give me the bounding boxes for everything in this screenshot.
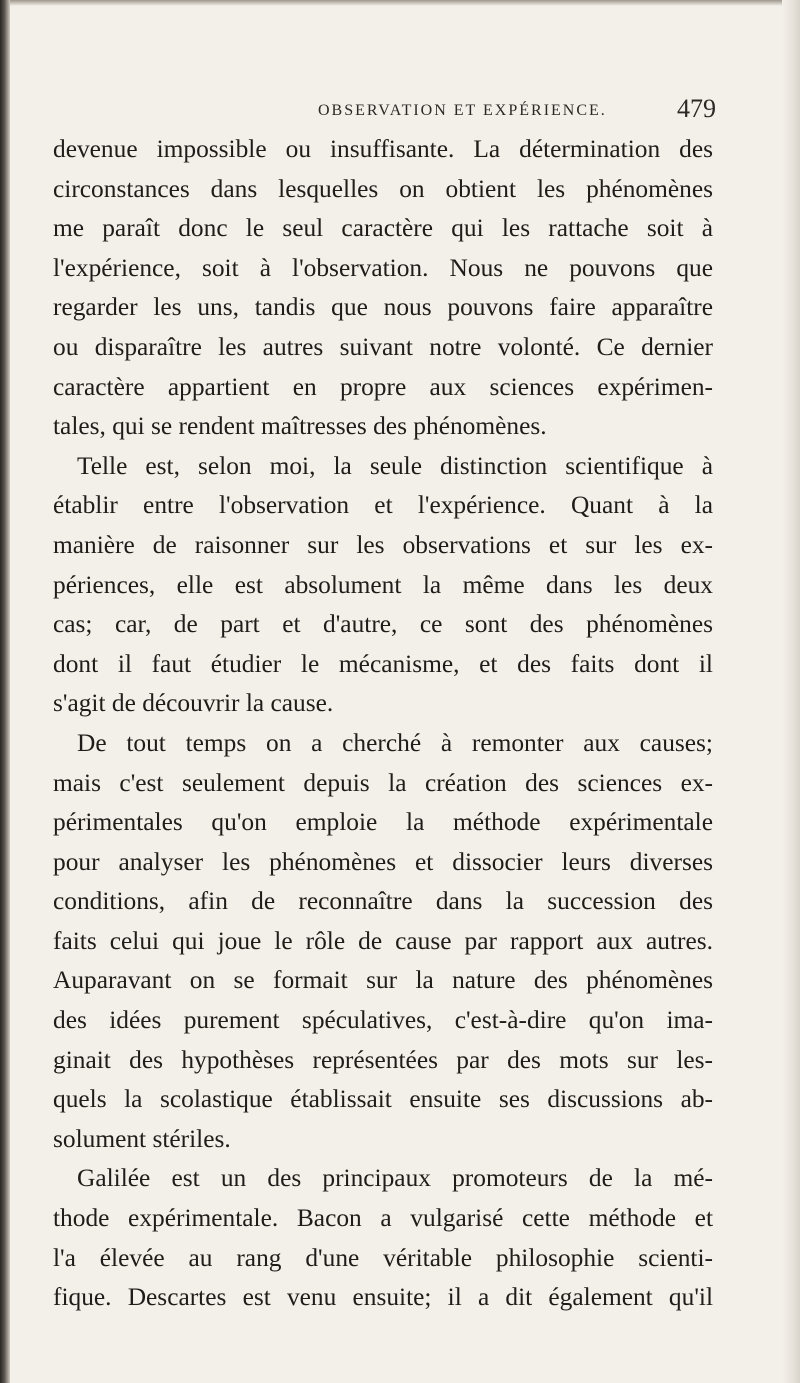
body-text <box>53 130 713 1318</box>
paragraph <box>53 1159 713 1317</box>
text-line: quels la scolastique établissait ensuite ses discussions ab- <box>53 1085 713 1114</box>
text-line: conditions, afin de reconnaître dans la succession des <box>53 887 713 916</box>
text-line: ginait des hypothèses représentées par des mots sur les- <box>53 1045 713 1074</box>
text-line: faits celui qui joue le rôle de cause par rapport aux autres. <box>53 926 713 955</box>
text-line: me paraît donc le seul caractère qui les rattache soit à <box>53 214 713 243</box>
text-line: devenue impossible ou insuffisante. La détermination des <box>53 135 713 163</box>
text-line: des idées purement spéculatives, c'est-à-dire qu'on ima- <box>53 1006 713 1035</box>
text-line: Auparavant on se formait sur la nature des phénomènes <box>53 966 713 995</box>
text-line: établir entre l'observation et l'expérience. Quant à la <box>53 491 713 520</box>
text-line: Telle est, selon moi, la seule distinction scientifique à <box>77 451 713 480</box>
text-line: tales, qui se rendent maîtresses des phénomènes. <box>53 412 547 441</box>
text-line: périmentales qu'on emploie la méthode expérimentale <box>53 808 713 837</box>
text-line: regarder les uns, tandis que nous pouvons faire apparaître <box>53 293 713 322</box>
text-line: l'a élevée au rang d'une véritable philosophie scienti- <box>53 1243 713 1272</box>
text-line: thode expérimentale. Bacon a vulgarisé cette méthode et <box>53 1204 713 1233</box>
paragraph <box>53 724 713 1160</box>
text-line: solument stériles. <box>53 1124 231 1153</box>
book-binding-edge <box>0 0 10 1383</box>
text-line: périences, elle est absolument la même dans les deux <box>53 570 713 599</box>
running-header: OBSERVATION ET EXPÉRIENCE. <box>318 102 607 119</box>
text-line: cas; car, de part et d'autre, ce sont des phénomènes <box>53 610 713 639</box>
text-line: mais c'est seulement depuis la création des sciences ex- <box>53 768 713 797</box>
text-line: manière de raisonner sur les observations et sur les ex- <box>53 530 713 559</box>
text-line: s'agit de découvrir la cause. <box>53 689 334 718</box>
page-top-edge <box>0 0 800 6</box>
text-line: l'expérience, soit à l'observation. Nous ne pouvons que <box>53 253 713 282</box>
text-line: dont il faut étudier le mécanisme, et des faits dont il <box>53 649 713 678</box>
paragraph <box>53 447 713 724</box>
paragraph <box>53 130 713 447</box>
text-line: pour analyser les phénomènes et dissocier leurs diverses <box>53 847 713 876</box>
text-line: De tout temps on a cherché à remonter aux causes; <box>77 728 713 757</box>
text-line: caractère appartient en propre aux sciences expérimen- <box>53 372 713 401</box>
text-line: Galilée est un des principaux promoteurs de la mé- <box>77 1164 713 1193</box>
page-right-edge <box>782 0 800 1383</box>
page-number: 479 <box>677 94 716 123</box>
text-line: fique. Descartes est venu ensuite; il a dit également qu'il <box>53 1283 713 1312</box>
text-line: ou disparaître les autres suivant notre volonté. Ce dernier <box>53 332 713 361</box>
text-line: circonstances dans lesquelles on obtient les phénomènes <box>53 174 713 203</box>
